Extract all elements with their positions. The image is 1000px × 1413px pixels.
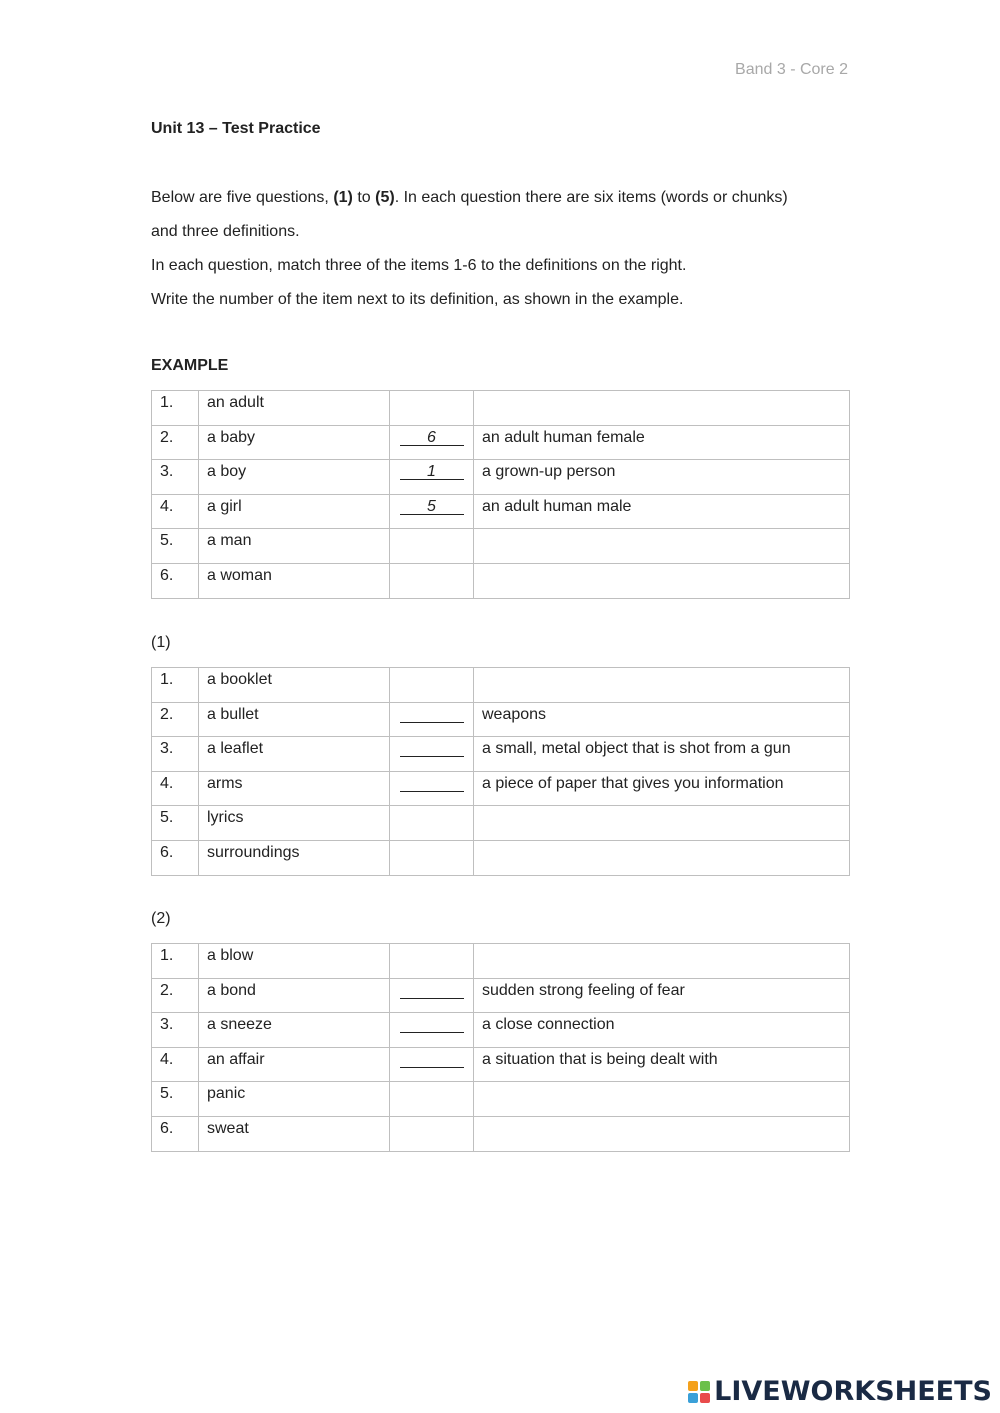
answer-cell [390, 1082, 474, 1117]
definition: sudden strong feeling of fear [474, 978, 850, 1013]
item-number: 4. [152, 494, 199, 529]
definition [474, 806, 850, 841]
answer-blank[interactable] [400, 1051, 464, 1068]
item-word: a baby [199, 425, 390, 460]
item-number: 3. [152, 737, 199, 772]
answer-blank[interactable]: 6 [400, 429, 464, 446]
answer-cell [390, 494, 474, 529]
answer-cell [390, 668, 474, 703]
item-number: 6. [152, 1116, 199, 1151]
item-number: 5. [152, 529, 199, 564]
item-word: sweat [199, 1116, 390, 1151]
answer-blank[interactable] [400, 740, 464, 757]
section-label-2: (2) [151, 910, 171, 927]
section-label-example: EXAMPLE [151, 357, 229, 374]
instruction-bold: (5) [375, 189, 395, 206]
item-number: 3. [152, 460, 199, 495]
table-row [152, 806, 850, 841]
item-number: 5. [152, 1082, 199, 1117]
item-word: a leaflet [199, 737, 390, 772]
item-word: a booklet [199, 668, 390, 703]
table-row [152, 1082, 850, 1117]
logo-square [688, 1393, 698, 1403]
logo-square [700, 1381, 710, 1391]
answer-cell [390, 806, 474, 841]
table-row [152, 702, 850, 737]
item-number: 2. [152, 702, 199, 737]
table-row [152, 529, 850, 564]
table-row [152, 771, 850, 806]
item-word: a boy [199, 460, 390, 495]
answer-cell [390, 391, 474, 426]
answer-cell [390, 1013, 474, 1048]
answer-blank[interactable] [400, 982, 464, 999]
item-number: 4. [152, 1047, 199, 1082]
definition [474, 563, 850, 598]
item-word: an adult [199, 391, 390, 426]
item-number: 1. [152, 391, 199, 426]
answer-cell [390, 460, 474, 495]
answer-cell [390, 1116, 474, 1151]
table-row [152, 1047, 850, 1082]
item-word: a blow [199, 944, 390, 979]
item-word: a bond [199, 978, 390, 1013]
table-row [152, 1116, 850, 1151]
answer-cell [390, 529, 474, 564]
definition: a close connection [474, 1013, 850, 1048]
instructions [151, 182, 851, 318]
item-number: 6. [152, 840, 199, 875]
item-word: an affair [199, 1047, 390, 1082]
instruction-text: . In each question there are six items (words or chunks) [394, 189, 788, 206]
table-row [152, 563, 850, 598]
definition [474, 840, 850, 875]
answer-cell [390, 978, 474, 1013]
answer-blank[interactable] [400, 706, 464, 723]
definition: an adult human male [474, 494, 850, 529]
answer-cell [390, 771, 474, 806]
instruction-bold: (1) [333, 189, 353, 206]
item-word: a man [199, 529, 390, 564]
item-number: 1. [152, 944, 199, 979]
instruction-line-4: Write the number of the item next to its definition, as shown in the example. [151, 291, 684, 308]
item-number: 5. [152, 806, 199, 841]
logo-square [688, 1381, 698, 1391]
instruction-line-3: In each question, match three of the items 1-6 to the definitions on the right. [151, 257, 687, 274]
liveworksheets-logo [688, 1376, 992, 1407]
item-number: 3. [152, 1013, 199, 1048]
logo-mark-icon [688, 1381, 710, 1403]
item-number: 1. [152, 668, 199, 703]
answer-cell [390, 840, 474, 875]
table-row [152, 494, 850, 529]
definition: a situation that is being dealt with [474, 1047, 850, 1082]
definition: weapons [474, 702, 850, 737]
section-label-1: (1) [151, 634, 171, 651]
definition [474, 391, 850, 426]
definition [474, 944, 850, 979]
answer-blank[interactable]: 5 [400, 498, 464, 515]
table-row [152, 391, 850, 426]
answer-cell [390, 425, 474, 460]
definition: a piece of paper that gives you information [474, 771, 850, 806]
item-number: 2. [152, 425, 199, 460]
match-table-2 [151, 943, 850, 1152]
definition: a small, metal object that is shot from a gun [474, 737, 850, 772]
answer-cell [390, 702, 474, 737]
item-number: 6. [152, 563, 199, 598]
match-table-1 [151, 667, 850, 876]
instruction-text: to [352, 189, 376, 206]
answer-cell [390, 944, 474, 979]
table-row [152, 978, 850, 1013]
instruction-line-1 [151, 182, 851, 216]
table-row [152, 737, 850, 772]
item-number: 4. [152, 771, 199, 806]
match-table-example [151, 390, 850, 599]
item-word: a girl [199, 494, 390, 529]
answer-cell [390, 1047, 474, 1082]
item-word: arms [199, 771, 390, 806]
answer-blank[interactable] [400, 775, 464, 792]
definition [474, 668, 850, 703]
instruction-line-2: and three definitions. [151, 223, 300, 240]
table-row [152, 668, 850, 703]
item-word: surroundings [199, 840, 390, 875]
definition: a grown-up person [474, 460, 850, 495]
definition: an adult human female [474, 425, 850, 460]
answer-blank[interactable] [400, 1016, 464, 1033]
answer-blank[interactable]: 1 [400, 463, 464, 480]
table-row [152, 840, 850, 875]
item-word: a sneeze [199, 1013, 390, 1048]
table-row [152, 1013, 850, 1048]
band-label: Band 3 - Core 2 [735, 61, 848, 78]
page-title: Unit 13 – Test Practice [151, 120, 321, 137]
table-row [152, 944, 850, 979]
item-word: a bullet [199, 702, 390, 737]
item-word: lyrics [199, 806, 390, 841]
item-word: a woman [199, 563, 390, 598]
definition [474, 1116, 850, 1151]
item-number: 2. [152, 978, 199, 1013]
table-row [152, 460, 850, 495]
answer-cell [390, 737, 474, 772]
definition [474, 1082, 850, 1117]
answer-cell [390, 563, 474, 598]
logo-text: LIVEWORKSHEETS [714, 1376, 992, 1407]
logo-square [700, 1393, 710, 1403]
item-word: panic [199, 1082, 390, 1117]
table-row [152, 425, 850, 460]
definition [474, 529, 850, 564]
instruction-text: Below are five questions, [151, 189, 334, 206]
